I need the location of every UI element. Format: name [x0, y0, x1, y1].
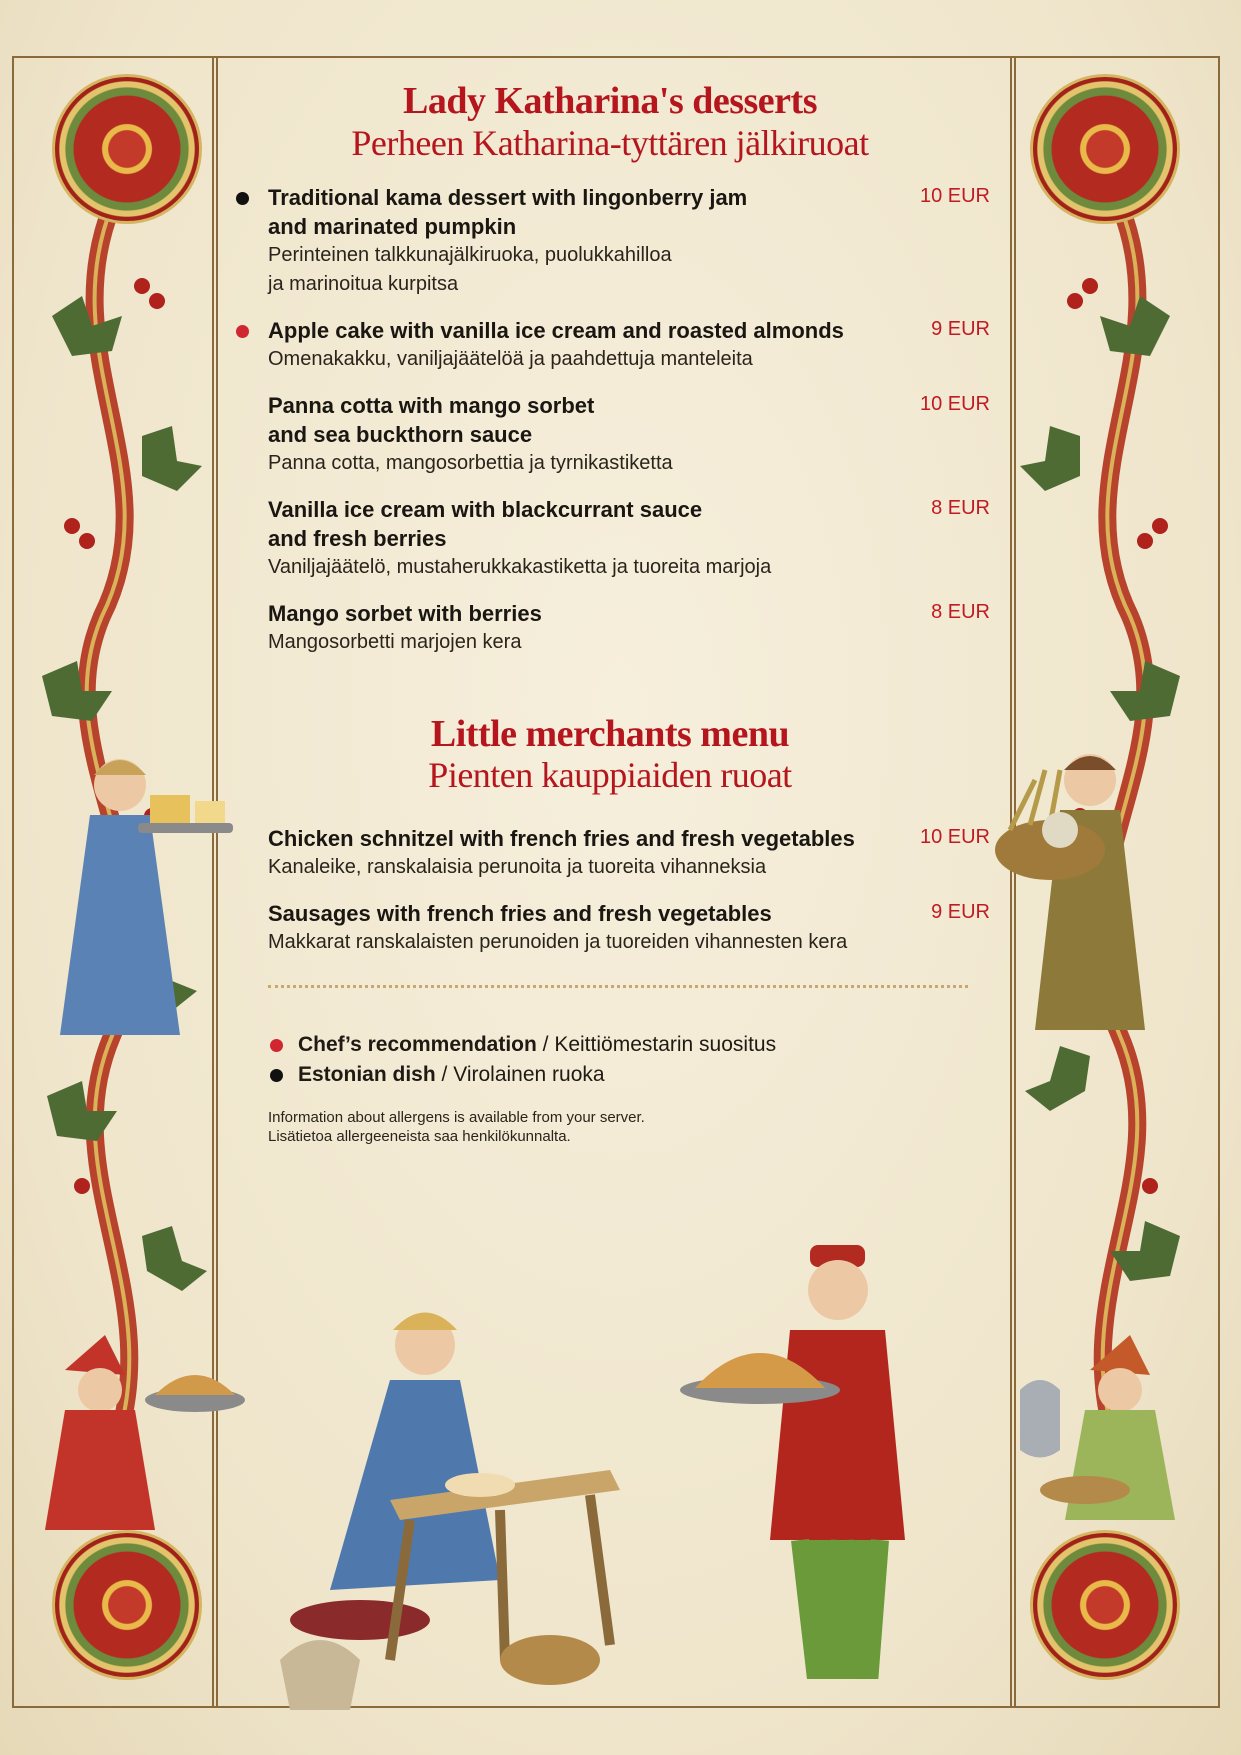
item-description: Vaniljajäätelö, mustaherukkakastiketta ja tuoreita marjoja — [268, 555, 772, 578]
menu-item — [230, 316, 990, 374]
item-name: Mango sorbet with berries — [268, 600, 542, 626]
peasant-with-basket-illustration — [980, 740, 1180, 1040]
item-description: Makkarat ranskalaisten perunoiden ja tuoreiden vihannesten kera — [268, 930, 848, 953]
legend — [230, 1030, 990, 1090]
legend-chef-label: Chef’s recommendation — [298, 1032, 537, 1056]
item-name: Vanilla ice cream with blackcurrant sauce and fresh berries — [268, 496, 703, 551]
item-description: Kanaleike, ranskalaisia perunoita ja tuoreita vihanneksia — [268, 855, 767, 878]
item-name: Sausages with french fries and fresh vegetables — [268, 900, 772, 926]
chef-recommendation-marker-icon — [236, 325, 249, 338]
jester-with-pie-illustration — [25, 1330, 245, 1530]
item-price: 9 EUR — [931, 317, 990, 340]
menu-item — [230, 824, 990, 882]
desserts-heading — [230, 80, 990, 163]
item-name: Traditional kama dessert with lingonberry jam and marinated pumpkin — [268, 184, 748, 239]
poinsettia-medallion-bottom-right — [1030, 1530, 1180, 1680]
item-price: 8 EUR — [931, 496, 990, 519]
menu-content — [230, 80, 990, 1146]
item-description: Mangosorbetti marjojen kera — [268, 630, 522, 653]
kids-menu-heading — [230, 713, 990, 796]
item-description: Panna cotta, mangosorbettia ja tyrnikastiketta — [268, 451, 673, 474]
item-price: 10 EUR — [919, 825, 990, 848]
item-name: Apple cake with vanilla ice cream and roasted almonds — [268, 317, 844, 343]
desserts-list — [230, 183, 990, 657]
menu-item — [230, 183, 990, 299]
kids-title-en: Little merchants menu — [430, 712, 790, 755]
item-price: 8 EUR — [931, 600, 990, 623]
man-with-pie-illustration — [680, 1240, 940, 1710]
desserts-title-fi: Perheen Katharina-tyttären jälkiruoat — [351, 122, 869, 163]
kids-menu-list — [230, 824, 990, 957]
chef-recommendation-marker-icon — [270, 1039, 283, 1052]
item-name: Panna cotta with mango sorbet and sea buckthorn sauce — [268, 392, 595, 447]
legend-estonian-label: Estonian dish — [298, 1062, 436, 1086]
item-name: Chicken schnitzel with french fries and fresh vegetables — [268, 825, 855, 851]
menu-item — [230, 495, 990, 582]
item-price: 10 EUR — [919, 392, 990, 415]
legend-estonian-dish — [268, 1060, 990, 1090]
legend-estonian-fi: / Virolainen ruoka — [435, 1062, 605, 1086]
boy-with-jug-illustration — [1000, 1330, 1200, 1530]
item-price: 10 EUR — [919, 184, 990, 207]
menu-item — [230, 391, 990, 478]
kids-title-fi: Pienten kauppiaiden ruoat — [428, 755, 792, 796]
allergen-note — [230, 1108, 990, 1146]
poinsettia-medallion-bottom-left — [52, 1530, 202, 1680]
item-description: Perinteinen talkkunajälkiruoka, puolukkahilloa ja marinoitua kurpitsa — [268, 243, 672, 295]
allergen-note-en: Information about allergens is available from your server. — [268, 1108, 645, 1126]
menu-item — [230, 599, 990, 657]
maid-with-cheese-illustration — [50, 745, 250, 1045]
menu-item — [230, 899, 990, 957]
estonian-dish-marker-icon — [236, 192, 249, 205]
poinsettia-medallion-top-left — [52, 74, 202, 224]
poinsettia-medallion-top-right — [1030, 74, 1180, 224]
legend-chef-fi: / Keittiömestarin suositus — [536, 1032, 777, 1056]
item-description: Omenakakku, vaniljajäätelöä ja paahdettuja manteleita — [268, 347, 753, 370]
desserts-title-en: Lady Katharina's desserts — [403, 80, 817, 122]
legend-chef-recommendation — [268, 1030, 990, 1060]
item-price: 9 EUR — [931, 900, 990, 923]
woman-kneading-dough-illustration — [240, 1300, 630, 1720]
allergen-note-fi: Lisätietoa allergeeneista saa henkilökunnalta. — [268, 1127, 571, 1145]
estonian-dish-marker-icon — [270, 1069, 283, 1082]
dotted-divider — [268, 985, 968, 988]
